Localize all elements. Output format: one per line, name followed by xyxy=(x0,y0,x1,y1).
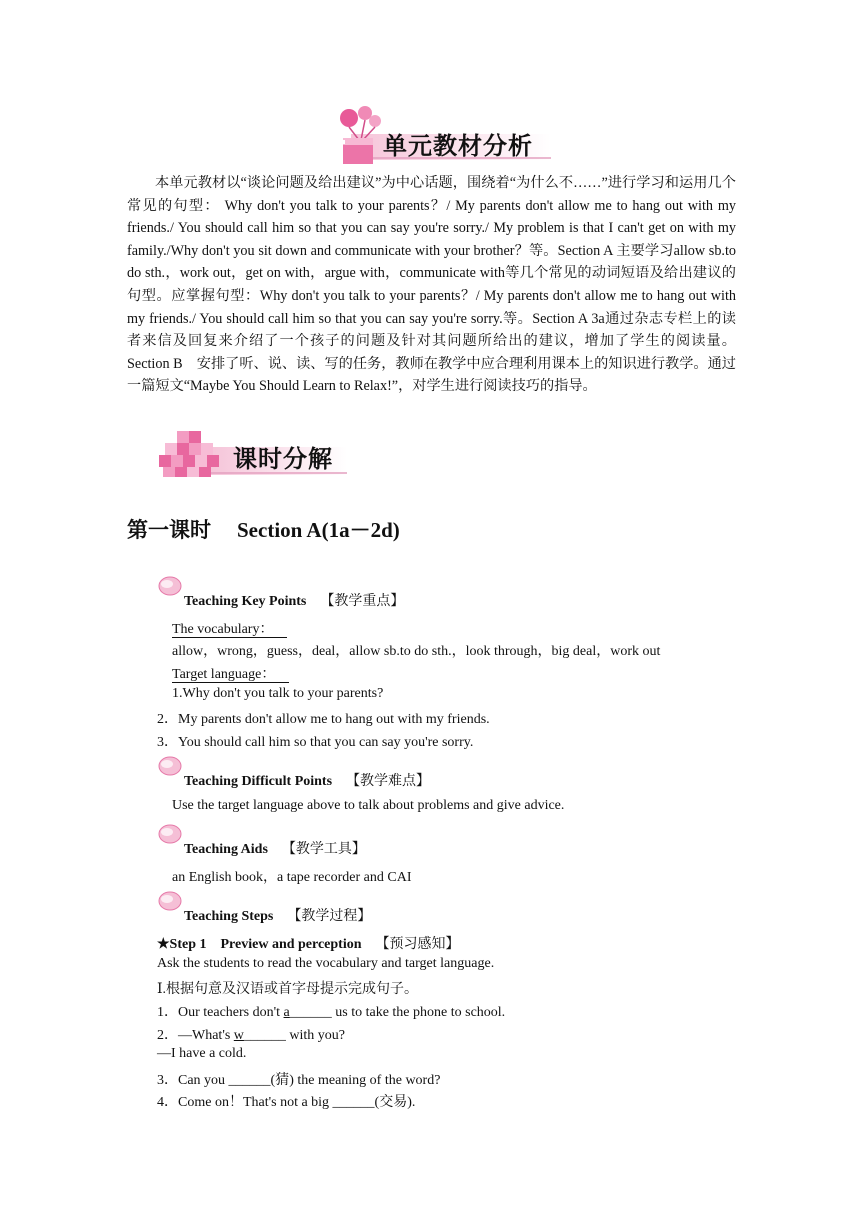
teaching-aids-title: Teaching Aids xyxy=(184,842,268,857)
difficult-points-heading xyxy=(184,770,430,790)
q2-hint-letter: w xyxy=(233,1028,244,1043)
difficult-points-text: Use the target language above to talk about problems and give advice. xyxy=(172,798,565,813)
section-banner-unit-analysis xyxy=(337,106,555,168)
exercise-question-2-answer: —I have a cold. xyxy=(157,1046,247,1061)
target-sentence-1: 1.Why don't you talk to your parents? xyxy=(172,686,384,701)
target-label-text: Target language： xyxy=(172,667,289,683)
q2-prefix: 2．—What's xyxy=(157,1028,234,1043)
intro-text: 本单元教材以“谈论问题及给出建议”为中心话题，围绕着“为什么不……”进行学习和运用几个常见的句型： Why don't you talk to your parents？/ My parents don't allow me to hang out with my friends./ You should call him so that you can say you're sorry./ My problem is that I can't get on with my family./Why don't you sit down and communicate with your brother？等。Section A 主要学习allow sb.to do sth.，work out，get on with，argue with，communicate with等几个常见的动词短语及给出建议的句型。应掌握句型：Why don't you talk to your parents？/ My parents don't allow me to hang out with my friends./ You should call him so that you can say you're sorry.等。Section A 3a通过杂志专栏上的读者来信及回复来介绍了一个孩子的问题及针对其问题所给出的建议，增加了学生的阅读量。Section B 安排了听、说、读、写的任务，教师在教学中应合理利用课本上的知识进行教学。通过一篇短文“Maybe You Should Learn to Relax!”，对学生进行阅读技巧的指导。 xyxy=(127,175,736,395)
bubble-icon xyxy=(158,576,184,598)
teaching-steps-cn: 【教学过程】 xyxy=(287,909,372,924)
target-sentence-3: 3．You should call him so that you can say you're sorry. xyxy=(157,735,474,750)
target-sentence-2: 2．My parents don't allow me to hang out with my friends. xyxy=(157,712,490,727)
banner-title: 课时分解 xyxy=(233,445,333,473)
target-label xyxy=(172,663,289,683)
step-1-heading xyxy=(157,933,460,953)
q1-hint-letter: a xyxy=(283,1005,290,1020)
key-points-heading xyxy=(184,590,404,610)
bubble-icon xyxy=(158,756,184,778)
exercise-question-3: 3．Can you ______(猜) the meaning of the word? xyxy=(157,1073,441,1088)
teaching-steps-title: Teaching Steps xyxy=(184,909,274,924)
vocab-list: allow，wrong，guess，deal，allow sb.to do sth.，look through，big deal，work out xyxy=(172,644,661,659)
teaching-aids-cn: 【教学工具】 xyxy=(281,842,366,857)
vocab-label-text: The vocabulary： xyxy=(172,622,287,638)
exercise-question-4: 4．Come on！That's not a big ______(交易). xyxy=(157,1095,416,1110)
lesson-title-en: Section A(1a－2d) xyxy=(237,518,400,542)
vocab-label xyxy=(172,618,287,638)
difficult-points-cn: 【教学难点】 xyxy=(346,774,431,789)
bubble-icon xyxy=(158,891,184,913)
exercise-question-1 xyxy=(157,1001,505,1021)
banner-title: 单元教材分析 xyxy=(383,132,533,160)
teaching-steps-heading xyxy=(184,905,371,925)
q1-prefix: 1．Our teachers don't xyxy=(157,1005,284,1020)
lesson-title xyxy=(127,514,400,544)
exercise-instruction: Ⅰ.根据句意及汉语或首字母提示完成句子。 xyxy=(157,982,419,997)
key-points-title: Teaching Key Points xyxy=(184,594,307,609)
step-1-title: ★Step 1 Preview and perception xyxy=(157,937,362,952)
teaching-aids-text: an English book，a tape recorder and CAI xyxy=(172,870,412,885)
section-banner-lesson-breakdown xyxy=(155,425,350,483)
step-1-instruction: Ask the students to read the vocabulary and target language. xyxy=(157,956,495,971)
exercise-question-2 xyxy=(157,1024,345,1044)
teaching-aids-heading xyxy=(184,838,366,858)
q1-suffix: ______ us to take the phone to school. xyxy=(289,1005,506,1020)
bubble-icon xyxy=(158,824,184,846)
lesson-title-cn: 第一课时 xyxy=(127,518,211,542)
unit-analysis-paragraph xyxy=(127,172,736,398)
step-1-cn: 【预习感知】 xyxy=(375,937,460,952)
difficult-points-title: Teaching Difficult Points xyxy=(184,774,333,789)
key-points-cn: 【教学重点】 xyxy=(320,594,405,609)
q2-suffix: ______ with you? xyxy=(243,1028,346,1043)
